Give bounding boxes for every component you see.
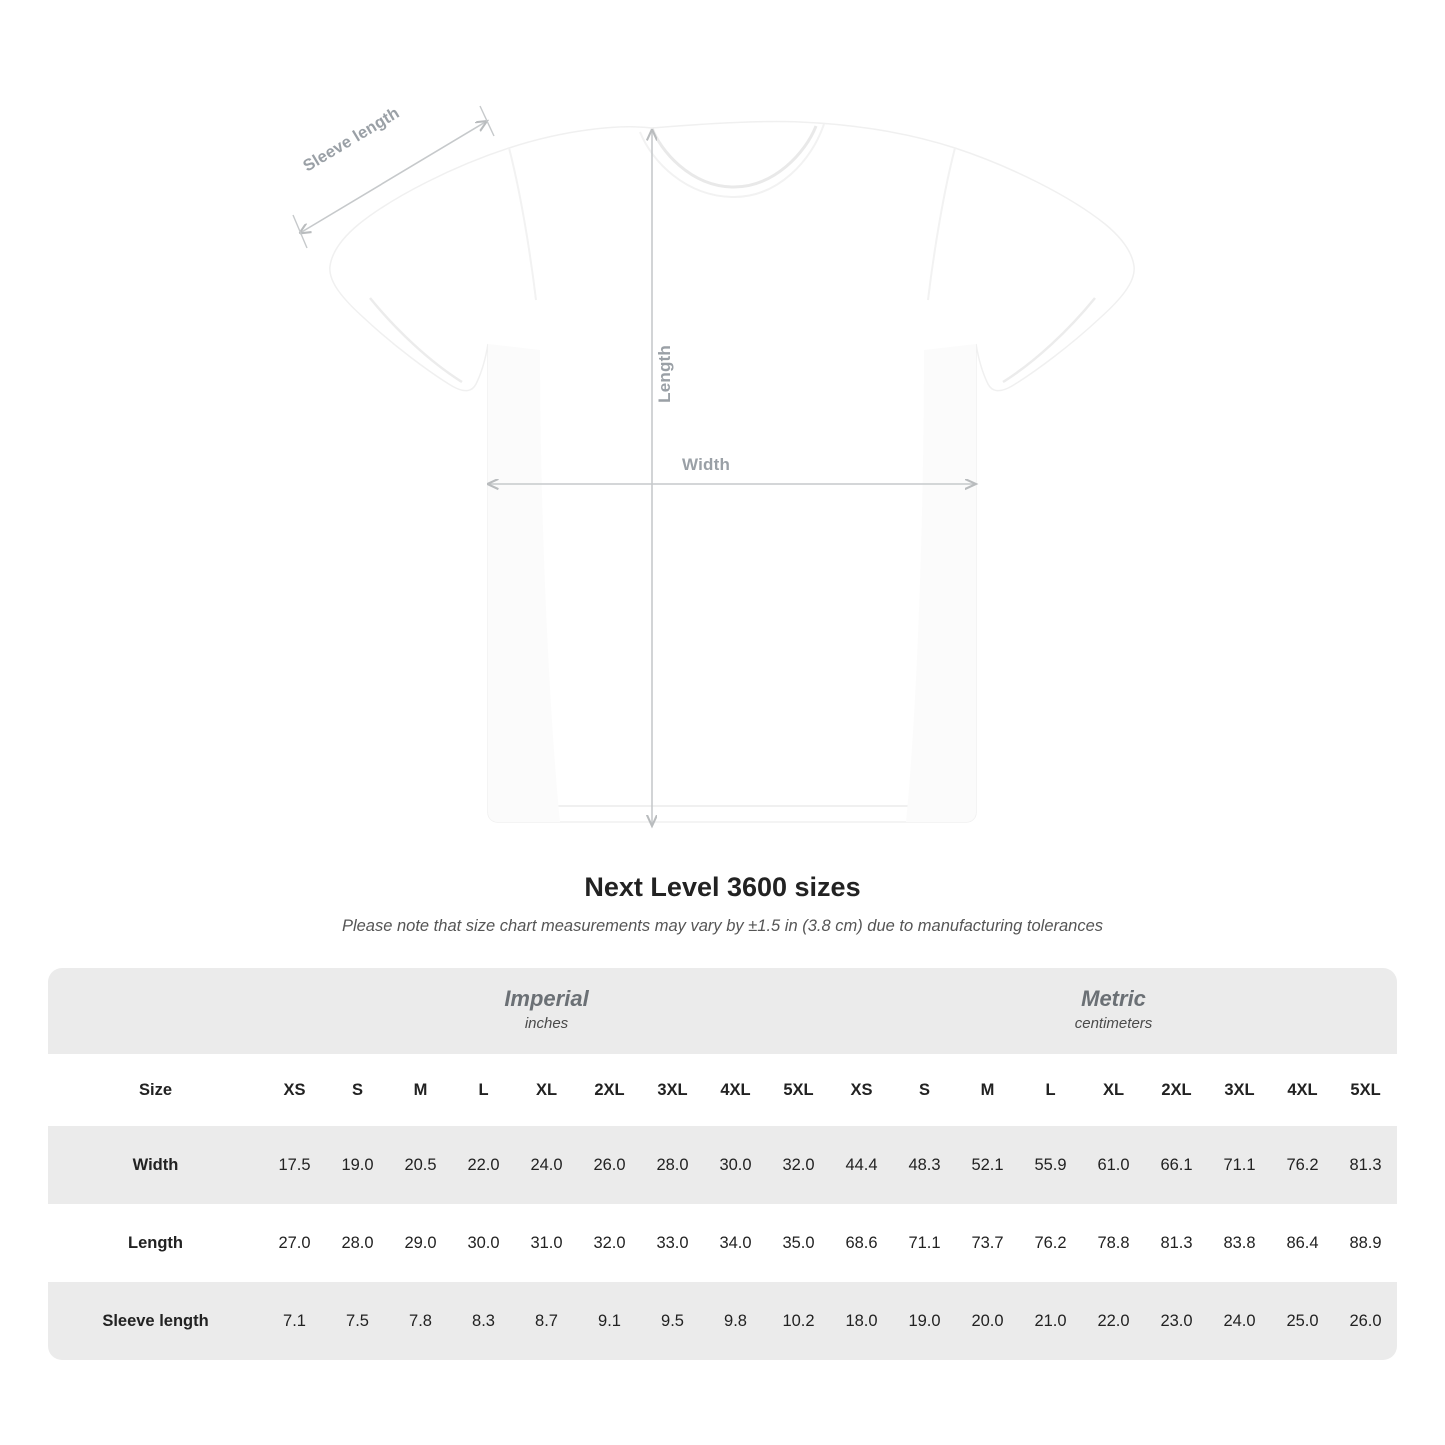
size-header-cell: 4XL — [1271, 1054, 1334, 1126]
table-cell: 66.1 — [1145, 1126, 1208, 1204]
table-cell: 86.4 — [1271, 1204, 1334, 1282]
table-cell: 20.0 — [956, 1282, 1019, 1360]
table-cell: 20.5 — [389, 1126, 452, 1204]
table-cell: 18.0 — [830, 1282, 893, 1360]
table-cell: 81.3 — [1145, 1204, 1208, 1282]
size-header-cell: M — [956, 1054, 1019, 1126]
table-cell: 10.2 — [767, 1282, 830, 1360]
table-cell: 73.7 — [956, 1204, 1019, 1282]
table-cell: 32.0 — [578, 1204, 641, 1282]
size-header-cell: XS — [830, 1054, 893, 1126]
table-cell: 7.5 — [326, 1282, 389, 1360]
table-cell: 76.2 — [1271, 1126, 1334, 1204]
size-header-cell: XL — [515, 1054, 578, 1126]
size-header-cell: 5XL — [1334, 1054, 1397, 1126]
page-title: Next Level 3600 sizes — [584, 872, 861, 902]
table-cell: 34.0 — [704, 1204, 767, 1282]
table-cell: 9.5 — [641, 1282, 704, 1360]
table-cell: 61.0 — [1082, 1126, 1145, 1204]
table-row — [48, 1126, 1397, 1204]
size-header-cell: L — [452, 1054, 515, 1126]
table-cell: 21.0 — [1019, 1282, 1082, 1360]
table-cell: 19.0 — [893, 1282, 956, 1360]
size-header-cell: 2XL — [578, 1054, 641, 1126]
table-cell: 78.8 — [1082, 1204, 1145, 1282]
size-header-cell: S — [893, 1054, 956, 1126]
tolerance-note: Please note that size chart measurements may vary by ±1.5 in (3.8 cm) due to manufacturing tolerances — [341, 917, 1104, 935]
table-cell: 23.0 — [1145, 1282, 1208, 1360]
table-cell: 33.0 — [641, 1204, 704, 1282]
table-cell: 7.8 — [389, 1282, 452, 1360]
group-imperial-title: Imperial — [504, 986, 589, 1012]
table-cell: 44.4 — [830, 1126, 893, 1204]
table-cell: 81.3 — [1334, 1126, 1397, 1204]
table-cell: 7.1 — [263, 1282, 326, 1360]
table-cell: 88.9 — [1334, 1204, 1397, 1282]
table-cell: 29.0 — [389, 1204, 452, 1282]
table-cell: 24.0 — [1208, 1282, 1271, 1360]
table-cell: 9.1 — [578, 1282, 641, 1360]
table-cell: 35.0 — [767, 1204, 830, 1282]
size-header-cell: L — [1019, 1054, 1082, 1126]
group-spacer — [48, 968, 263, 1054]
row-label: Length — [48, 1204, 263, 1282]
group-imperial — [263, 968, 830, 1054]
table-cell: 52.1 — [956, 1126, 1019, 1204]
table-cell: 71.1 — [893, 1204, 956, 1282]
group-metric-title: Metric — [1081, 986, 1146, 1012]
table-cell: 55.9 — [1019, 1126, 1082, 1204]
unit-group-row — [48, 968, 1397, 1054]
table-cell: 19.0 — [326, 1126, 389, 1204]
size-header-cell: 5XL — [767, 1054, 830, 1126]
table-cell: 8.3 — [452, 1282, 515, 1360]
table-cell: 68.6 — [830, 1204, 893, 1282]
table-row — [48, 1204, 1397, 1282]
sleeve-length-label: Sleeve length — [300, 103, 403, 176]
row-label: Sleeve length — [48, 1282, 263, 1360]
table-cell: 25.0 — [1271, 1282, 1334, 1360]
width-label: Width — [676, 455, 736, 475]
group-imperial-unit: inches — [524, 1014, 569, 1032]
table-cell: 30.0 — [452, 1204, 515, 1282]
table-cell: 76.2 — [1019, 1204, 1082, 1282]
length-label: Length — [655, 345, 674, 403]
table-cell: 8.7 — [515, 1282, 578, 1360]
table-cell: 9.8 — [704, 1282, 767, 1360]
table-cell: 27.0 — [263, 1204, 326, 1282]
size-header-cell: XL — [1082, 1054, 1145, 1126]
table-cell: 30.0 — [704, 1126, 767, 1204]
size-table-wrap — [48, 968, 1397, 1360]
chart-heading-block — [0, 872, 1445, 936]
group-metric — [830, 968, 1397, 1054]
table-cell: 22.0 — [1082, 1282, 1145, 1360]
table-cell: 17.5 — [263, 1126, 326, 1204]
row-label: Width — [48, 1126, 263, 1204]
size-header-cell: 3XL — [641, 1054, 704, 1126]
table-row — [48, 1282, 1397, 1360]
size-header-cell: S — [326, 1054, 389, 1126]
table-cell: 28.0 — [641, 1126, 704, 1204]
table-cell: 31.0 — [515, 1204, 578, 1282]
size-header-label: Size — [48, 1054, 263, 1126]
table-cell: 22.0 — [452, 1126, 515, 1204]
size-header-cell: 3XL — [1208, 1054, 1271, 1126]
table-cell: 26.0 — [578, 1126, 641, 1204]
size-header-cell: XS — [263, 1054, 326, 1126]
table-cell: 83.8 — [1208, 1204, 1271, 1282]
table-cell: 71.1 — [1208, 1126, 1271, 1204]
table-cell: 26.0 — [1334, 1282, 1397, 1360]
table-cell: 32.0 — [767, 1126, 830, 1204]
size-header-cell: 2XL — [1145, 1054, 1208, 1126]
table-cell: 48.3 — [893, 1126, 956, 1204]
size-header-cell: M — [389, 1054, 452, 1126]
size-header-cell: 4XL — [704, 1054, 767, 1126]
group-metric-unit: centimeters — [1074, 1014, 1153, 1032]
size-table — [48, 968, 1397, 1360]
table-cell: 28.0 — [326, 1204, 389, 1282]
size-header-row — [48, 1054, 1397, 1126]
table-cell: 24.0 — [515, 1126, 578, 1204]
